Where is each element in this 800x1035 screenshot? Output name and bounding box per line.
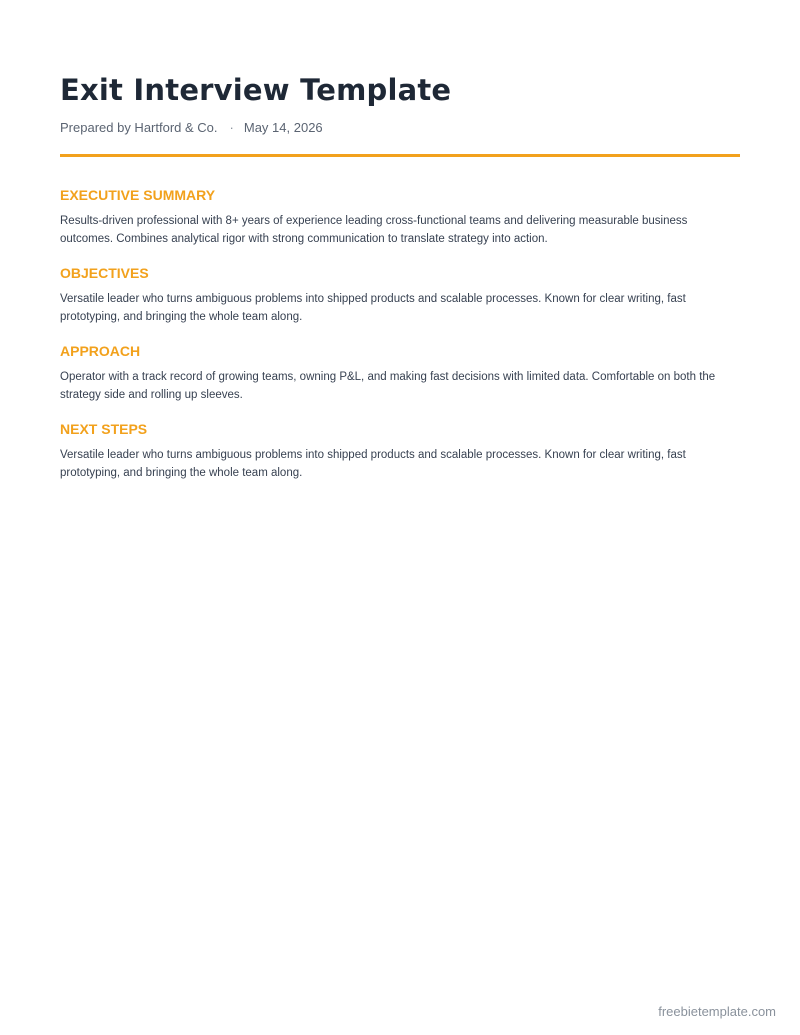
- section-body: Results-driven professional with 8+ years of experience leading cross-functional teams and delivering measurable business outcomes. Combines analytical rigor with strong communication to translate strategy into action.: [60, 215, 688, 245]
- section-heading: EXECUTIVE SUMMARY: [60, 187, 216, 203]
- footer-site-link[interactable]: freebietemplate.com: [658, 1004, 776, 1019]
- section-approach: [60, 342, 740, 404]
- document-date: May 14, 2026: [243, 120, 323, 135]
- document-page: [60, 72, 740, 482]
- section-body: Versatile leader who turns ambiguous problems into shipped products and scalable processes. Known for clear writing, fast prototyping, and bringing the whole team along.: [60, 449, 686, 479]
- document-title: Exit Interview Template: [60, 73, 452, 107]
- header-divider: [60, 154, 740, 157]
- section-executive-summary: [60, 186, 740, 248]
- section-body: Operator with a track record of growing teams, owning P&L, and making fast decisions with limited data. Comfortable on both the strategy side and rolling up sleeves.: [60, 371, 716, 401]
- sections-container: [60, 186, 740, 482]
- section-next-steps: [60, 420, 740, 482]
- document-meta: [60, 120, 740, 136]
- prepared-by-text: Prepared by Hartford & Co.: [60, 120, 218, 135]
- meta-separator: ·: [229, 120, 234, 135]
- section-heading: OBJECTIVES: [60, 265, 149, 281]
- section-body: Versatile leader who turns ambiguous problems into shipped products and scalable processes. Known for clear writing, fast prototyping, and bringing the whole team along.: [60, 293, 686, 323]
- section-objectives: [60, 264, 740, 326]
- section-heading: APPROACH: [60, 343, 141, 359]
- section-heading: NEXT STEPS: [60, 421, 148, 437]
